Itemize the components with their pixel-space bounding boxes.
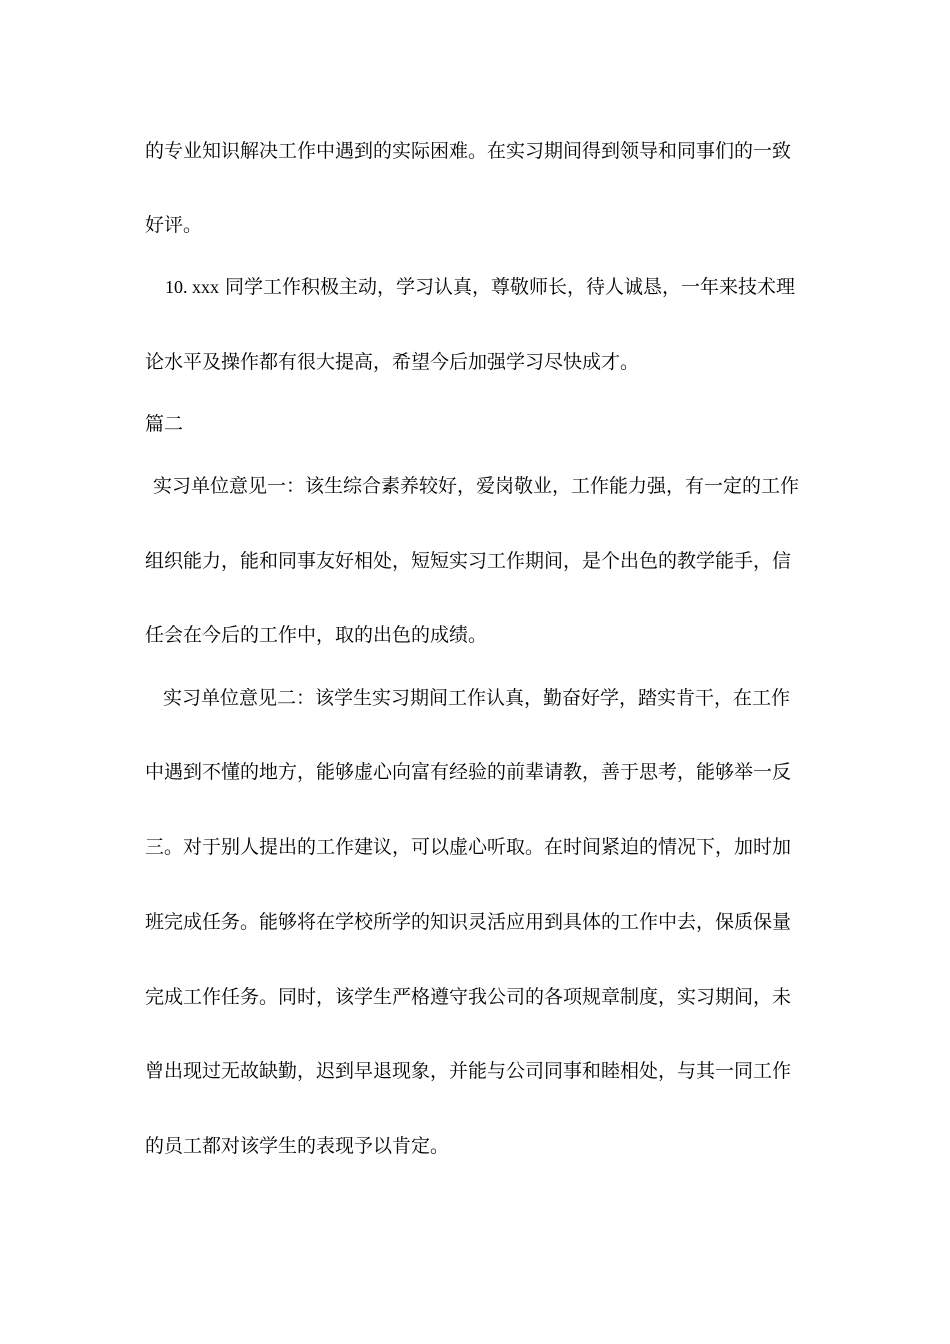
list-item-number: 10. xxx bbox=[165, 277, 219, 297]
paragraph-line: 任会在今后的工作中，取的出色的成绩。 bbox=[145, 624, 488, 646]
paragraph-line: 实习单位意见二：该学生实习期间工作认真，勤奋好学，踏实肯干，在工作 bbox=[163, 687, 791, 709]
paragraph-line: 中遇到不懂的地方，能够虚心向富有经验的前辈请教，善于思考，能够举一反 bbox=[145, 761, 792, 783]
paragraph-line: 组织能力，能和同事友好相处，短短实习工作期间，是个出色的教学能手，信 bbox=[145, 550, 792, 572]
section-heading: 篇二 bbox=[145, 413, 184, 435]
paragraph-line: 同学工作积极主动，学习认真，尊敬师长，待人诚恳，一年来技术理 bbox=[225, 276, 796, 298]
list-item-10 bbox=[165, 272, 805, 302]
paragraph-line: 好评。 bbox=[145, 214, 203, 236]
paragraph-line: 三。对于别人提出的工作建议，可以虚心听取。在时间紧迫的情况下，加时加 bbox=[145, 836, 792, 858]
paragraph-line: 的专业知识解决工作中遇到的实际困难。在实习期间得到领导和同事们的一致 bbox=[145, 140, 792, 162]
paragraph-line: 论水平及操作都有很大提高，希望今后加强学习尽快成才。 bbox=[145, 351, 640, 373]
paragraph-line: 曾出现过无故缺勤，迟到早退现象，并能与公司同事和睦相处，与其一同工作 bbox=[145, 1060, 792, 1082]
paragraph-line: 实习单位意见一：该生综合素养较好，爱岗敬业，工作能力强，有一定的工作 bbox=[153, 475, 800, 497]
paragraph-line: 班完成任务。能够将在学校所学的知识灵活应用到具体的工作中去，保质保量 bbox=[145, 911, 792, 933]
paragraph-line: 的员工都对该学生的表现予以肯定。 bbox=[145, 1135, 450, 1157]
paragraph-line: 完成工作任务。同时，该学生严格遵守我公司的各项规章制度，实习期间，未 bbox=[145, 986, 792, 1008]
